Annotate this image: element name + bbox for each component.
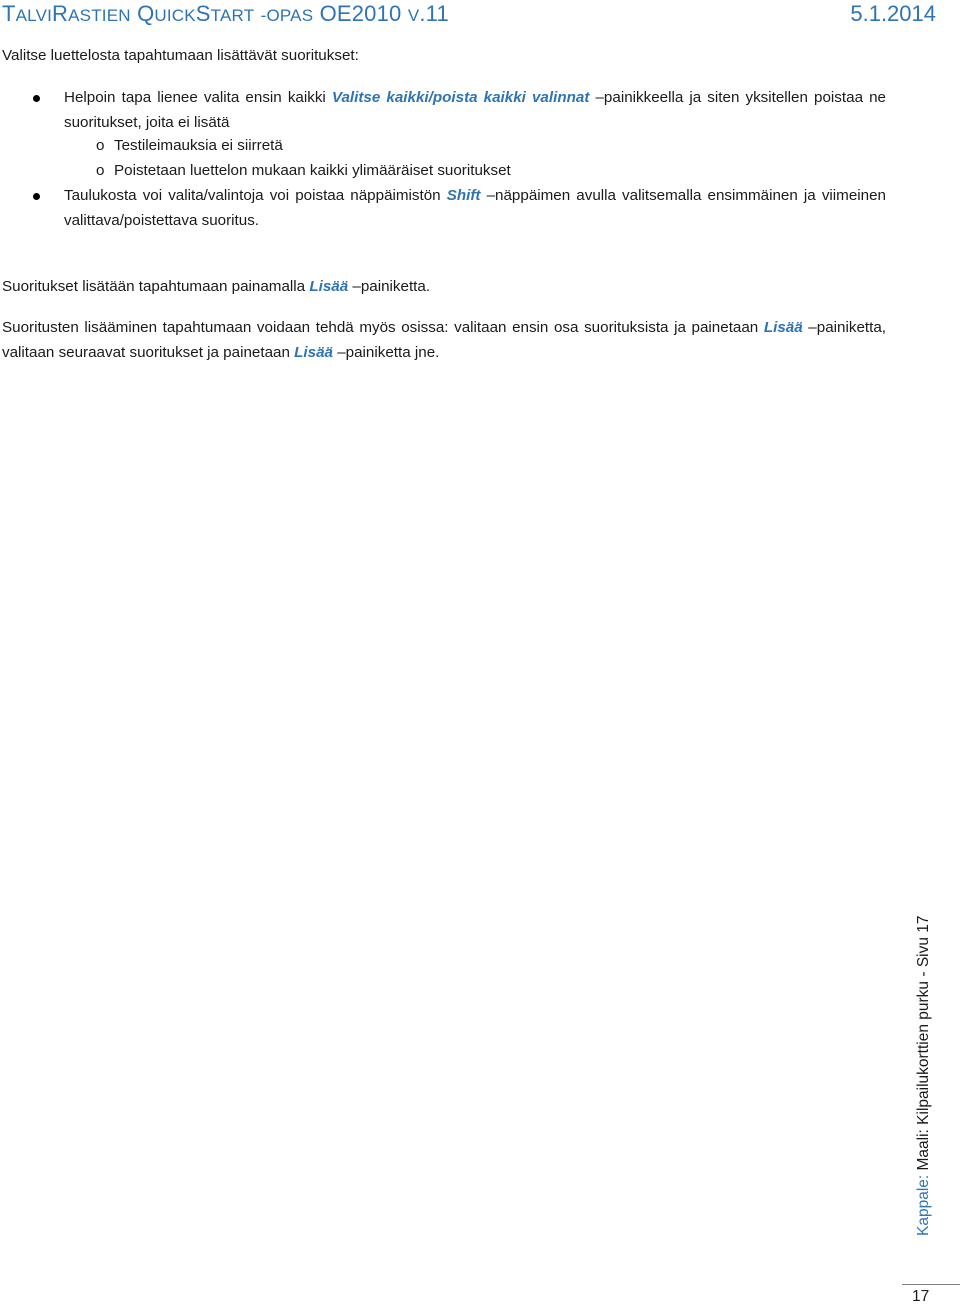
circle-bullet-icon: o bbox=[96, 137, 105, 154]
circle-bullet-icon: o bbox=[96, 162, 105, 179]
chapter-value: Maali: Kilpailukorttien purku - Sivu 17 bbox=[915, 915, 932, 1175]
text-run: Suoritukset lisätään tapahtumaan painamalla bbox=[2, 278, 310, 295]
document-title bbox=[2, 0, 449, 30]
page-number-divider bbox=[902, 1284, 960, 1285]
bullet-icon bbox=[33, 95, 40, 102]
title-part: -OPAS bbox=[260, 6, 314, 25]
button-reference: Valitse kaikki/poista kaikki valinnat bbox=[331, 89, 590, 106]
title-part: ALVI bbox=[15, 6, 53, 25]
text-run: Helpoin tapa lienee valita ensin kaikki bbox=[64, 89, 332, 106]
title-part: Q bbox=[137, 1, 155, 26]
page-number: 17 bbox=[912, 1288, 930, 1305]
intro-paragraph: Valitse luettelosta tapahtumaan lisättävät suoritukset: bbox=[2, 47, 359, 64]
page-header bbox=[2, 0, 936, 30]
title-part: S bbox=[195, 1, 211, 26]
text-run: –painiketta, valitaan seuraavat suoritukset ja painetaan bbox=[2, 319, 886, 361]
text-run: –näppäimen avulla valitsemalla ensimmäinen ja viimeinen valittava/poistettava suoritus. bbox=[64, 187, 886, 229]
sub-item-text: Testileimauksia ei siirretä bbox=[114, 137, 283, 154]
text-run: –painiketta. bbox=[348, 278, 431, 295]
bullet-icon bbox=[33, 193, 40, 200]
partial-add-paragraph bbox=[2, 316, 886, 365]
bullet-text bbox=[64, 184, 886, 233]
text-run: Suoritusten lisääminen tapahtumaan voidaan tehdä myös osissa: valitaan ensin osa suorituksista ja painetaan bbox=[2, 319, 764, 336]
add-paragraph bbox=[2, 275, 886, 300]
button-reference: Lisää bbox=[309, 278, 349, 295]
button-reference: Lisää bbox=[294, 343, 333, 361]
title-part: TART bbox=[210, 6, 255, 25]
text-run: –painiketta jne. bbox=[332, 343, 440, 361]
button-reference: Lisää bbox=[763, 319, 803, 336]
text-run: Taulukosta voi valita/valintoja voi poistaa näppäimistön bbox=[64, 187, 447, 204]
title-part: OE2010 bbox=[319, 1, 402, 26]
chapter-footer bbox=[912, 906, 936, 1236]
title-part: R bbox=[52, 1, 69, 26]
title-part: .11 bbox=[419, 1, 449, 26]
bullet-text bbox=[64, 86, 886, 135]
title-part: V bbox=[407, 6, 420, 25]
sub-item-text: Poistetaan luettelon mukaan kaikki ylimääräiset suoritukset bbox=[114, 162, 511, 179]
chapter-label: Kappale: bbox=[915, 1174, 932, 1236]
document-date: 5.1.2014 bbox=[850, 1, 936, 26]
title-part: T bbox=[2, 1, 16, 26]
title-part: UICK bbox=[154, 6, 196, 25]
key-reference: Shift bbox=[446, 187, 481, 204]
text-run: –painikkeella ja siten yksitellen poistaa ne suoritukset, joita ei lisätä bbox=[64, 89, 886, 131]
title-part: ASTIEN bbox=[68, 6, 131, 25]
